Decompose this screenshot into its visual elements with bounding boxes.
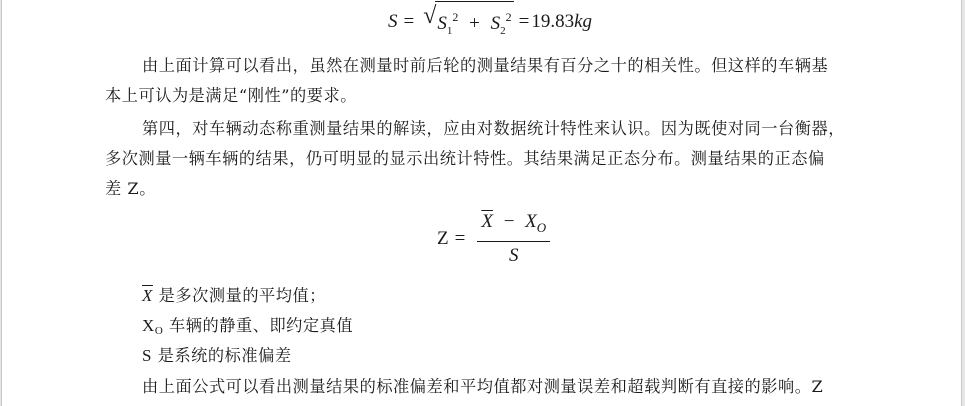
definition-std-dev xyxy=(142,346,292,366)
paragraph-2-line-1: 第四，对车辆动态称重测量结果的解读，应由对数据统计特性来认识。因为既使对同一台衡器， xyxy=(142,119,845,138)
true-value-symbol: X xyxy=(525,211,537,232)
plus-sign: + xyxy=(469,12,480,34)
term2-subscript: 2 xyxy=(500,24,506,37)
radicand xyxy=(435,1,513,44)
paragraph-2-line-3: 差 Z。 xyxy=(105,179,156,198)
term1-subscript: 1 xyxy=(446,24,453,37)
term1-base: S xyxy=(437,12,447,34)
definition-text: 是系统的标准偏差 xyxy=(152,346,292,365)
z-symbol: Z xyxy=(437,228,449,249)
definition-text: 车辆的静重、即约定真值 xyxy=(163,316,354,335)
definition-true-value xyxy=(142,316,353,341)
mean-symbol: $\overline{X}$ xyxy=(481,211,493,232)
true-value-subscript: O xyxy=(536,220,547,235)
document-page xyxy=(1,0,962,406)
paragraph-1-line-1: 由上面计算可以看出，虽然在测量时前后轮的测量结果有百分之十的相关性。但这样的车辆基 xyxy=(142,56,829,75)
closing-paragraph-line-1: 由上面公式可以看出测量结果的标准偏差和平均值都对测量误差和超载判断有直接的影响。Z xyxy=(142,377,824,396)
mean-symbol: $\overline{X}$ xyxy=(142,286,153,305)
equals-sign: = xyxy=(403,11,415,32)
equals-sign-2: = xyxy=(518,11,530,32)
term2-superscript: 2 xyxy=(505,9,512,24)
minus-sign: − xyxy=(503,211,515,232)
numerator xyxy=(477,210,550,242)
z-score-formula xyxy=(437,210,550,268)
square-root xyxy=(423,1,513,44)
denominator: S xyxy=(508,245,519,266)
term2-base: S xyxy=(490,12,501,34)
std-dev-symbol: S xyxy=(142,346,153,365)
term1-superscript: 2 xyxy=(452,9,459,24)
result-unit: kg xyxy=(574,11,593,32)
definition-mean xyxy=(142,286,326,306)
equals-sign: = xyxy=(454,228,466,249)
true-value-subscript: O xyxy=(154,325,164,337)
result-value: 19.83 xyxy=(531,11,575,32)
true-value-symbol: X xyxy=(142,316,155,335)
definition-text: 是多次测量的平均值； xyxy=(152,286,327,305)
paragraph-2-line-2: 多次测量一辆车辆的结果，仍可明显的显示出统计特性。其结果满足正态分布。测量结果的正态偏 xyxy=(105,149,825,168)
radical-icon: √ xyxy=(423,2,437,29)
fraction xyxy=(477,210,550,268)
formula-lhs: S xyxy=(388,11,398,32)
paragraph-1-line-2: 本上可认为是满足“刚性”的要求。 xyxy=(105,86,357,105)
std-dev-formula xyxy=(388,2,593,38)
